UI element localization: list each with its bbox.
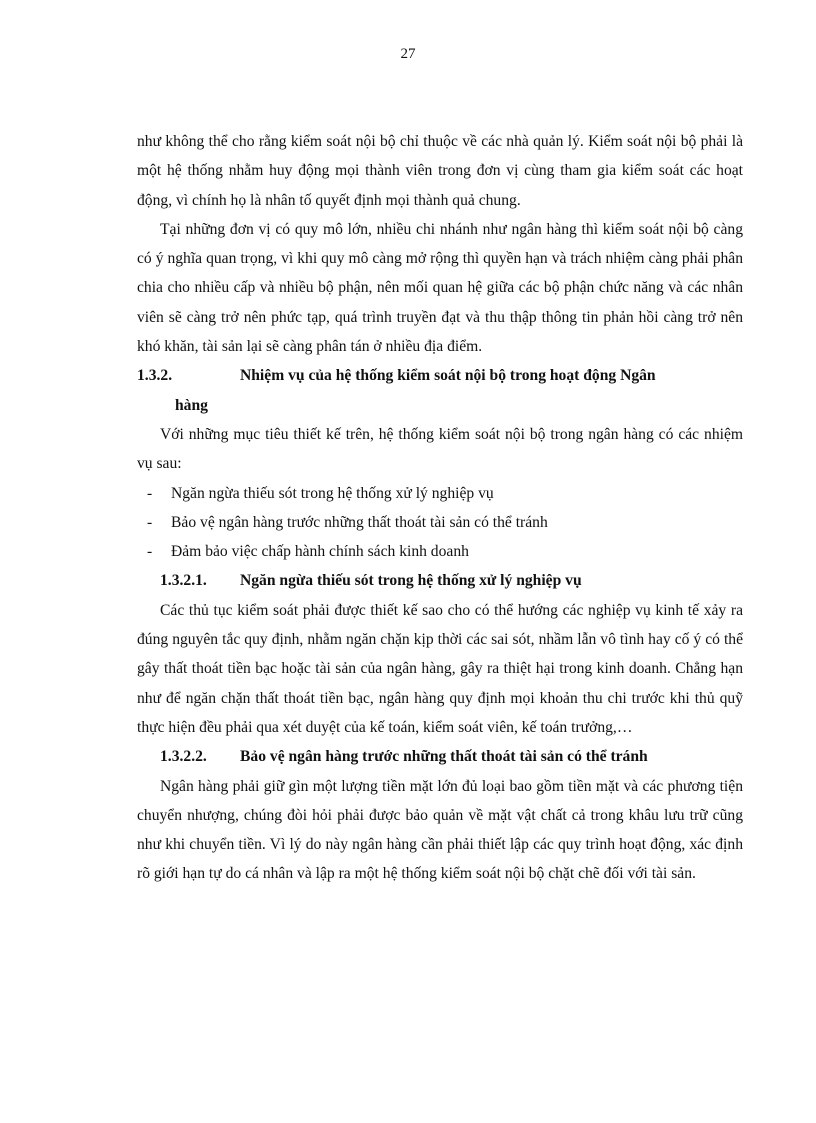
paragraph-scale: Tại những đơn vị có quy mô lớn, nhiều chi nhánh như ngân hàng thì kiểm soát nội bộ càng có ý nghĩa quan trọng, vì khi quy mô càng mở rộng thì quyền hạn và trách nhiệm càng phải phân chia cho nhiều cấp và nhiều bộ phận, nên mối quan hệ giữa các bộ phận chức năng và các nhân viên sẽ càng trở nên phức tạp, quá trình truyền đạt và thu thập thông tin phản hồi càng trở nên khó khăn, tài sản lại sẽ càng phân tán ở nhiều địa điểm.: [137, 220, 743, 356]
section-heading-1-3-2-cont: [137, 391, 743, 420]
section-title: Bảo vệ ngân hàng trước những thất thoát tài sản có thể tránh: [240, 748, 648, 766]
list-item: [137, 508, 743, 537]
bullet-dash: -: [147, 484, 153, 502]
list-item: [137, 537, 743, 566]
paragraph-intro: Với những mục tiêu thiết kế trên, hệ thống kiểm soát nội bộ trong ngân hàng có các nhiệm vụ sau:: [137, 425, 743, 473]
section-heading-1-3-2-2: [137, 742, 743, 771]
list-item-text: Bảo vệ ngân hàng trước những thất thoát tài sản có thể tránh: [171, 513, 548, 531]
bullet-dash: -: [147, 513, 153, 531]
section-heading-1-3-2-1: [137, 566, 743, 595]
page-number: 27: [400, 46, 416, 62]
section-number: 1.3.2.: [137, 367, 173, 385]
paragraph-prevention: Các thủ tục kiểm soát phải được thiết kế sao cho có thể hướng các nghiệp vụ kinh tế xảy ra đúng nguyên tắc quy định, nhằm ngăn chặn kịp thời các sai sót, nhầm lẫn vô tình hay cố ý có thể gây thất thoát tiền bạc hoặc tài sản của ngân hàng, gây ra thiệt hại trong kinh doanh. Chẳng hạn như để ngăn chặn thất thoát tiền bạc, ngân hàng quy định mọi khoản thu chi trước khi thủ quỹ thực hiện đều phải qua xét duyệt của kế toán, kiểm soát viên, kế toán trưởng,…: [137, 601, 743, 736]
section-number: 1.3.2.2.: [160, 748, 207, 766]
section-number: 1.3.2.1.: [160, 572, 207, 590]
section-title: Ngăn ngừa thiếu sót trong hệ thống xử lý nghiệp vụ: [240, 572, 582, 590]
section-heading-1-3-2: [137, 361, 743, 390]
section-title-continued: hàng: [175, 396, 208, 414]
page-content: [137, 127, 743, 889]
paragraph-continuation: như không thể cho rằng kiểm soát nội bộ chỉ thuộc về các nhà quản lý. Kiểm soát nội bộ phải là một hệ thống nhằm huy động mọi thành viên trong đơn vị cùng tham gia kiểm soát các hoạt động, vì chính họ là nhân tố quyết định mọi thành quả chung.: [137, 133, 743, 209]
list-item-text: Ngăn ngừa thiếu sót trong hệ thống xử lý nghiệp vụ: [171, 484, 494, 502]
list-item-text: Đảm bảo việc chấp hành chính sách kinh doanh: [171, 543, 469, 561]
list-item: [137, 479, 743, 508]
task-list: [137, 479, 743, 567]
section-title: Nhiệm vụ của hệ thống kiểm soát nội bộ trong hoạt động Ngân: [240, 367, 656, 385]
paragraph-protection: Ngân hàng phải giữ gìn một lượng tiền mặt lớn đủ loại bao gồm tiền mặt và các phương tiện chuyển nhượng, chúng đòi hỏi phải được bảo quản về mặt vật chất cả trong khâu lưu trữ cũng như khi chuyển tiền. Vì lý do này ngân hàng cần phải thiết lập các quy trình hoạt động, xác định rõ giới hạn tự do cá nhân và lập ra một hệ thống kiểm soát nội bộ chặt chẽ đối với tài sản.: [137, 777, 743, 883]
bullet-dash: -: [147, 543, 153, 561]
